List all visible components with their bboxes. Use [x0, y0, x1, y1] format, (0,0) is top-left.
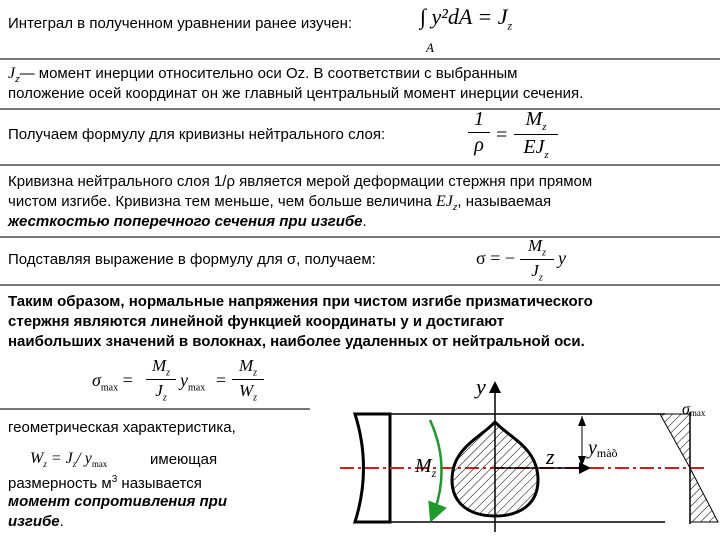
y-axis-label: y	[476, 376, 486, 399]
moment-of-inertia-text-2: положение осей координат он же главный центральный момент инерции сечения.	[8, 85, 584, 102]
section-modulus-term-2: изгибе.	[8, 513, 64, 530]
stress-triangle-top	[660, 414, 690, 468]
having-text: имеющая	[150, 451, 218, 468]
divider	[0, 164, 720, 166]
max-stress-fraction-1: $M_z$ $J_z$	[146, 356, 176, 404]
integral-formula: ∫ $y^2dA = J_z$	[420, 4, 513, 33]
stiffness-text-1: Кривизна нейтрального слоя 1/ρ является мерой деформации стержня при прямом	[8, 173, 593, 190]
stress-formula-lhs: σ = −	[476, 248, 516, 268]
stress-triangle-bottom	[690, 468, 718, 522]
ymax-arrow-bottom	[578, 456, 586, 466]
intro-text: Интеграл в полученном уравнении ранее изучен:	[8, 15, 353, 32]
sigma-max-label: σmax	[682, 401, 706, 418]
max-stress-lhs: $\sigma_{max}$ =	[92, 370, 133, 394]
ymax-label: ymàõ	[588, 437, 618, 460]
conclusion-text-2: стержня являются линейной функцией координаты y и достигают	[8, 313, 505, 330]
section-modulus-term: момент сопротивления при	[8, 493, 228, 510]
curvature-intro-text: Получаем формулу для кривизны нейтрального слоя:	[8, 126, 386, 143]
conclusion-text-1: Таким образом, нормальные напряжения при чистом изгибе призматического	[8, 293, 593, 310]
max-stress-fraction-2: $M_z$ $W_z$	[232, 356, 264, 404]
moment-label: $M_z$	[415, 455, 437, 480]
stiffness-term: жесткостью поперечного сечения при изгибе.	[8, 213, 367, 230]
curvature-left-fraction: 1 ρ	[468, 108, 490, 157]
geometric-characteristic-text: геометрическая характеристика,	[8, 419, 236, 436]
conclusion-text-3: наибольших значений в волокнах, наиболее удаленных от нейтральной оси.	[8, 333, 585, 350]
ymax-arrow-top	[578, 416, 586, 426]
cross-section-shape	[452, 422, 538, 516]
stress-formula-fraction: $M_z$ $J_z$	[520, 236, 554, 284]
max-stress-equals: =	[216, 370, 227, 390]
dimension-text: размерность $м^3$ называется	[8, 474, 202, 492]
divider	[0, 108, 720, 110]
curvature-equals: =	[496, 124, 508, 146]
curvature-right-fraction: $M_z$ $EJ_z$	[514, 108, 558, 161]
max-stress-ymax: $y_{max}$	[180, 370, 206, 394]
divider	[0, 236, 720, 238]
divider	[0, 284, 720, 286]
stiffness-text-2: чистом изгибе. Кривизна тем меньше, чем больше величина $EJ_z$, называемая	[8, 193, 552, 212]
substitution-text: Подставляя выражение в формулу для σ, получаем:	[8, 251, 376, 268]
divider	[0, 58, 720, 60]
beam-cross-section-diagram	[320, 376, 720, 536]
moment-of-inertia-text: $J_z—$ момент инерции относительно оси Oz. В соответствии с выбранным	[8, 65, 518, 84]
z-axis-label: z	[546, 444, 555, 469]
stress-formula-y: y	[558, 248, 566, 268]
divider	[0, 408, 310, 410]
section-modulus-formula: $W_z = J_z/$ $y_{max}$	[30, 450, 108, 470]
integral-lower-limit: A	[426, 40, 434, 55]
